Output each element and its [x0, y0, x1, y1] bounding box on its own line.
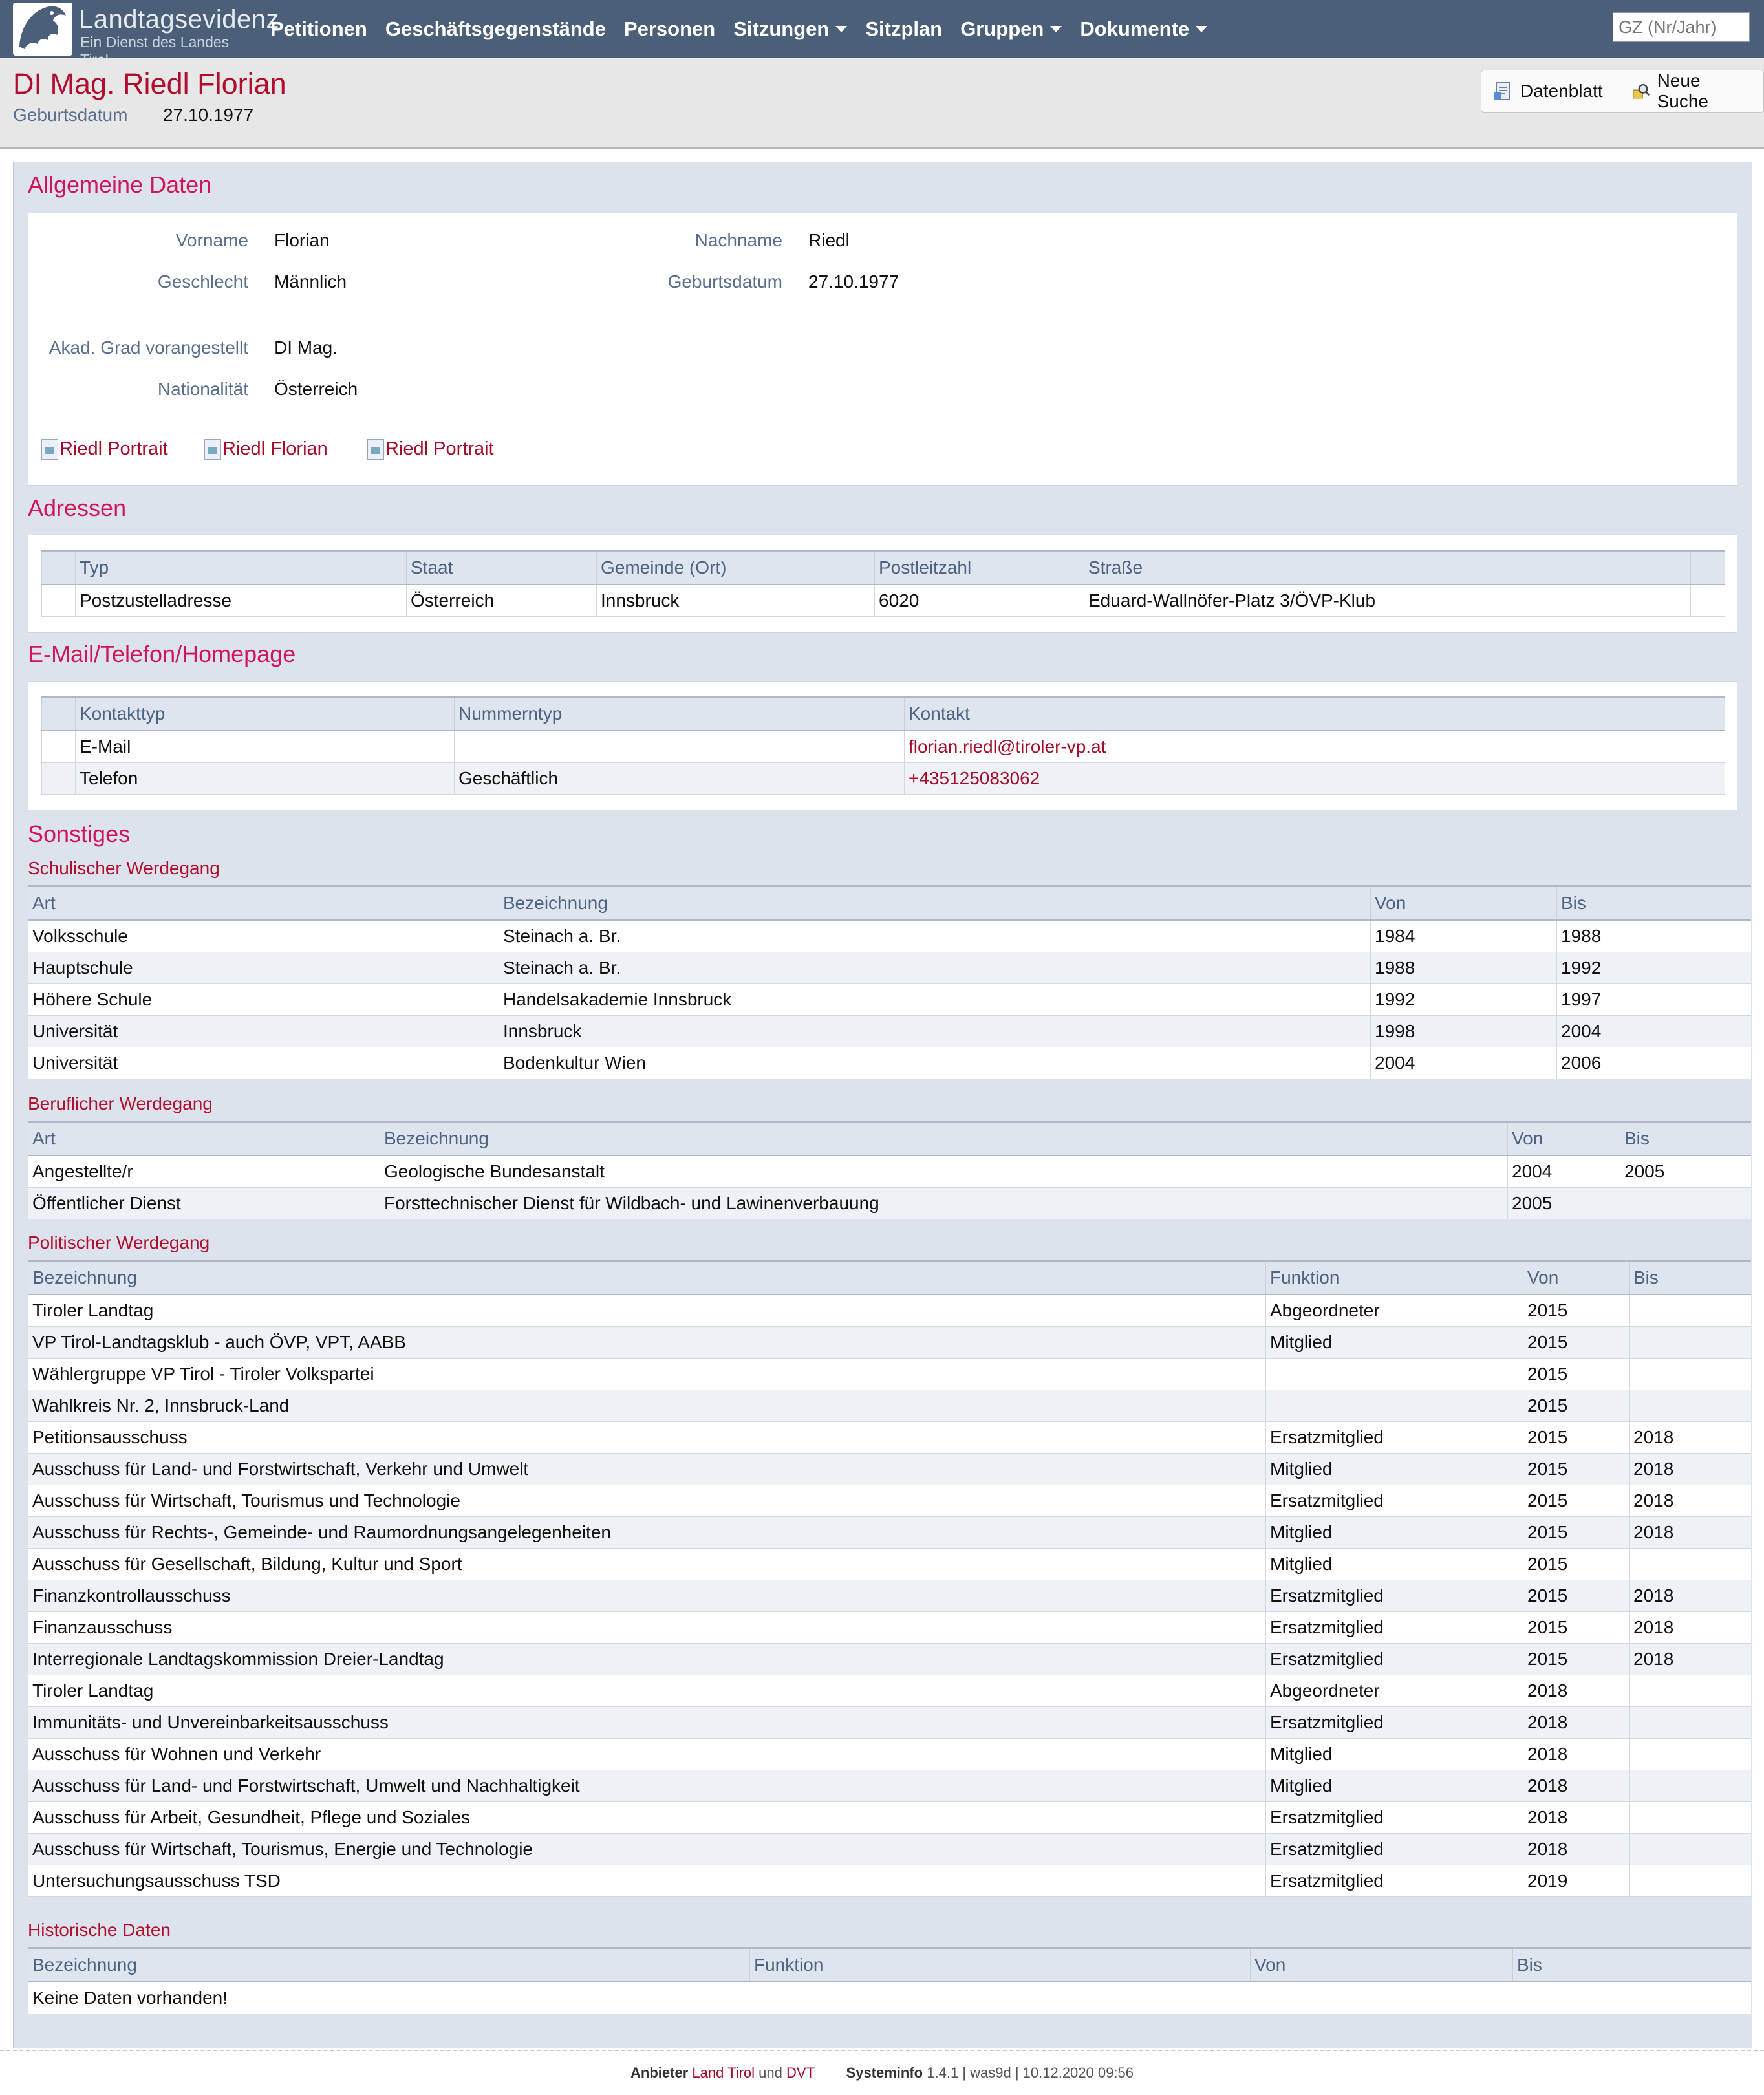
geburtsdatum-label: Geburtsdatum — [667, 272, 782, 292]
footer — [0, 2050, 1764, 2095]
historische-daten-table — [28, 1947, 1751, 2014]
table-cell: 2015 — [1523, 1644, 1630, 1675]
table-row[interactable] — [28, 1390, 1751, 1422]
col-von[interactable]: Von — [1523, 1261, 1630, 1295]
search-icon — [1632, 81, 1650, 102]
portrait-alt-text: Riedl Portrait — [385, 438, 494, 459]
section-title-allgemein: Allgemeine Daten — [28, 171, 212, 198]
table-cell: Ersatzmitglied — [1266, 1580, 1523, 1612]
table-cell: 2015 — [1523, 1612, 1630, 1644]
table-cell: Ausschuss für Land- und Forstwirtschaft, Umwelt und Nachhaltigkeit — [28, 1770, 1266, 1802]
nav-geschaeftsgegenstaende[interactable] — [385, 17, 606, 41]
table-row[interactable] — [28, 1644, 1751, 1675]
table-cell: Tiroler Landtag — [28, 1295, 1266, 1327]
table-row[interactable] — [28, 952, 1751, 984]
col-bezeichnung[interactable]: Bezeichnung — [380, 1122, 1508, 1156]
table-row[interactable] — [28, 1422, 1751, 1454]
broken-image-icon — [204, 439, 221, 460]
section-title-sonstiges: Sonstiges — [28, 821, 131, 847]
birthdate-label: Geburtsdatum — [13, 105, 128, 125]
table-cell: 2015 — [1523, 1295, 1630, 1327]
nav-personen[interactable] — [624, 17, 715, 41]
col-bis[interactable]: Bis — [1630, 1261, 1751, 1295]
gz-search-input[interactable] — [1613, 12, 1750, 42]
broken-image-icon — [41, 439, 58, 460]
portrait-image-3[interactable] — [367, 438, 494, 460]
table-cell: Abgeordneter — [1266, 1295, 1523, 1327]
birthdate-value: 27.10.1977 — [163, 105, 254, 125]
subtitle-beruflich: Beruflicher Werdegang — [28, 1093, 213, 1113]
table-row[interactable] — [28, 1739, 1751, 1770]
geschlecht-value: Männlich — [274, 272, 347, 292]
col-staat[interactable]: Staat — [407, 551, 597, 585]
col-select — [42, 697, 76, 731]
portrait-image-2[interactable] — [204, 438, 328, 460]
col-art[interactable]: Art — [28, 886, 499, 921]
table-row[interactable] — [42, 731, 1725, 763]
table-row[interactable] — [28, 1295, 1751, 1327]
col-von[interactable]: Von — [1508, 1122, 1620, 1156]
table-cell: 2015 — [1523, 1580, 1630, 1612]
akad-grad-label: Akad. Grad vorangestellt — [48, 338, 248, 358]
table-cell: 2018 — [1523, 1707, 1630, 1739]
empty-message: Keine Daten vorhanden! — [28, 1982, 1751, 2014]
table-row[interactable] — [28, 1048, 1751, 1079]
table-cell: Geologische Bundesanstalt — [380, 1155, 1508, 1188]
table-cell: Forsttechnischer Dienst für Wildbach- und Lawinenverbauung — [380, 1188, 1508, 1219]
main-menu — [270, 0, 1225, 58]
col-funktion[interactable]: Funktion — [750, 1948, 1251, 1982]
table-cell: Universität — [28, 1048, 499, 1079]
main-panel — [13, 162, 1752, 2048]
table-cell — [1630, 1327, 1751, 1359]
table-cell: Mitglied — [1266, 1517, 1523, 1549]
table-row[interactable] — [28, 920, 1751, 952]
table-cell: 2015 — [1523, 1454, 1630, 1485]
logo-subtitle: Ein Dienst des Landes — [80, 34, 230, 50]
table-cell — [1630, 1834, 1751, 1865]
allgemein-box — [28, 213, 1737, 486]
akad-grad-value: DI Mag. — [274, 338, 338, 358]
table-cell: Höhere Schule — [28, 984, 499, 1016]
row-select-cell — [42, 763, 76, 795]
col-bezeichnung[interactable]: Bezeichnung — [499, 886, 1371, 921]
table-cell: 2005 — [1620, 1155, 1751, 1188]
phone-link[interactable]: +435125083062 — [909, 768, 1040, 788]
table-cell: Universität — [28, 1016, 499, 1048]
table-row[interactable] — [28, 1612, 1751, 1644]
table-cell: Ersatzmitglied — [1266, 1802, 1523, 1834]
table-cell: 2015 — [1523, 1327, 1630, 1359]
table-cell: 2018 — [1630, 1454, 1751, 1485]
table-row[interactable] — [28, 1359, 1751, 1390]
cell-plz: 6020 — [875, 585, 1084, 617]
col-bezeichnung[interactable]: Bezeichnung — [28, 1261, 1266, 1295]
table-row[interactable] — [28, 1188, 1751, 1219]
document-icon — [1493, 81, 1512, 102]
section-title-adressen: Adressen — [28, 495, 127, 521]
table-row[interactable] — [28, 1016, 1751, 1048]
email-link[interactable]: florian.riedl@tiroler-vp.at — [909, 736, 1106, 757]
table-cell: 1988 — [1371, 952, 1557, 984]
col-von[interactable]: Von — [1371, 886, 1557, 921]
table-row[interactable] — [28, 1517, 1751, 1549]
broken-image-icon — [367, 439, 384, 460]
table-row[interactable] — [42, 585, 1725, 617]
table-cell — [1630, 1549, 1751, 1580]
table-cell — [1630, 1675, 1751, 1707]
table-row[interactable] — [28, 1155, 1751, 1188]
nachname-value: Riedl — [808, 230, 850, 250]
nav-sitzungen-dropdown[interactable] — [733, 17, 847, 41]
col-funktion[interactable]: Funktion — [1266, 1261, 1523, 1295]
table-cell: 2018 — [1523, 1834, 1630, 1865]
cell-gemeinde: Innsbruck — [597, 585, 875, 617]
nav-geschaeftsgegenstaende-label: Geschäftsgegenstände — [385, 17, 606, 40]
table-cell: Mitglied — [1266, 1327, 1523, 1359]
cell-staat: Österreich — [407, 585, 597, 617]
col-extra — [1691, 551, 1725, 585]
section-title-kontakt: E-Mail/Telefon/Homepage — [28, 641, 296, 667]
table-cell — [1630, 1865, 1751, 1897]
table-cell: 2018 — [1630, 1580, 1751, 1612]
systeminfo-value: 1.4.1 | was9d | 10.12.2020 09:56 — [927, 2065, 1134, 2081]
cell-nummerntyp: Geschäftlich — [455, 763, 905, 795]
table-cell: 2015 — [1523, 1390, 1630, 1422]
table-cell — [1630, 1707, 1751, 1739]
table-cell — [1630, 1295, 1751, 1327]
kontakt-table — [41, 696, 1725, 795]
table-cell: Innsbruck — [499, 1016, 1371, 1048]
table-cell: Handelsakademie Innsbruck — [499, 984, 1371, 1016]
nationalitaet-value: Österreich — [274, 379, 358, 399]
subtitle-politisch: Politischer Werdegang — [28, 1232, 210, 1252]
systeminfo-label: Systeminfo — [846, 2065, 923, 2081]
neue-suche-label: Neue Suche — [1657, 70, 1708, 111]
eagle-logo-icon — [12, 1, 74, 57]
datenblatt-label: Datenblatt — [1520, 81, 1603, 101]
table-cell: 2018 — [1523, 1739, 1630, 1770]
politischer-werdegang-table — [28, 1260, 1751, 1897]
empty-row — [28, 1982, 1751, 2014]
col-bis[interactable]: Bis — [1513, 1948, 1751, 1982]
table-row[interactable] — [28, 1485, 1751, 1517]
table-row[interactable] — [28, 1865, 1751, 1897]
table-cell: 2018 — [1630, 1644, 1751, 1675]
table-cell: Mitglied — [1266, 1454, 1523, 1485]
table-cell: Abgeordneter — [1266, 1675, 1523, 1707]
table-cell: 1992 — [1371, 984, 1557, 1016]
portrait-image-1[interactable] — [41, 438, 168, 460]
cell-strasse: Eduard-Wallnöfer-Platz 3/ÖVP-Klub — [1084, 585, 1691, 617]
table-cell: 2004 — [1508, 1155, 1620, 1188]
table-cell: Wahlkreis Nr. 2, Innsbruck-Land — [28, 1390, 1266, 1422]
table-cell — [1620, 1188, 1751, 1219]
table-cell: Petitionsausschuss — [28, 1422, 1266, 1454]
table-cell: Mitglied — [1266, 1770, 1523, 1802]
subtitle-historisch: Historische Daten — [28, 1920, 171, 1940]
table-row[interactable] — [28, 1802, 1751, 1834]
table-cell: 2018 — [1523, 1675, 1630, 1707]
table-cell: 2018 — [1630, 1422, 1751, 1454]
col-von[interactable]: Von — [1251, 1948, 1513, 1982]
logo[interactable] — [12, 1, 279, 57]
col-bis[interactable]: Bis — [1620, 1122, 1751, 1156]
cell-kontakt — [905, 731, 1725, 763]
table-cell: 2004 — [1557, 1016, 1751, 1048]
vorname-label: Vorname — [175, 230, 248, 250]
person-header — [0, 58, 1764, 149]
table-header-row — [28, 1261, 1751, 1295]
col-select — [42, 551, 76, 585]
cell-typ: Postzustelladresse — [76, 585, 407, 617]
table-cell: Mitglied — [1266, 1549, 1523, 1580]
nachname-label: Nachname — [694, 230, 782, 250]
nav-gruppen-dropdown[interactable] — [960, 17, 1062, 41]
caret-down-icon — [835, 26, 847, 32]
table-cell: 1997 — [1557, 984, 1751, 1016]
table-cell — [1630, 1739, 1751, 1770]
table-cell: Volksschule — [28, 920, 499, 952]
table-cell: Mitglied — [1266, 1739, 1523, 1770]
table-header-row — [42, 697, 1725, 731]
table-cell: 2004 — [1371, 1048, 1557, 1079]
col-gemeinde[interactable]: Gemeinde (Ort) — [597, 551, 875, 585]
cell-nummerntyp — [455, 731, 905, 763]
table-cell: 1998 — [1371, 1016, 1557, 1048]
dvt-link[interactable]: DVT — [786, 2065, 815, 2081]
col-strasse[interactable]: Straße — [1084, 551, 1691, 585]
adressen-box — [28, 535, 1737, 633]
table-cell: 2015 — [1523, 1359, 1630, 1390]
table-cell: 2018 — [1523, 1770, 1630, 1802]
table-cell: Steinach a. Br. — [499, 920, 1371, 952]
table-cell: 1992 — [1557, 952, 1751, 984]
table-cell — [1630, 1359, 1751, 1390]
geburtsdatum-value: 27.10.1977 — [808, 272, 899, 292]
nationalitaet-label: Nationalität — [157, 379, 248, 399]
table-cell: 1988 — [1557, 920, 1751, 952]
col-bezeichnung[interactable]: Bezeichnung — [28, 1948, 750, 1982]
table-cell: Hauptschule — [28, 952, 499, 984]
col-kontakttyp[interactable]: Kontakttyp — [76, 697, 455, 731]
cell-kontakttyp: E-Mail — [76, 731, 455, 763]
table-header-row — [28, 1948, 1751, 1982]
portrait-alt-text: Riedl Florian — [222, 438, 328, 459]
table-cell: VP Tirol-Landtagsklub - auch ÖVP, VPT, AABB — [28, 1327, 1266, 1359]
neue-suche-button[interactable] — [1620, 70, 1763, 112]
col-art[interactable]: Art — [28, 1122, 380, 1156]
row-select-cell — [42, 731, 76, 763]
table-cell: Ausschuss für Rechts-, Gemeinde- und Raumordnungsangelegenheiten — [28, 1517, 1266, 1549]
nav-sitzplan[interactable] — [865, 17, 942, 41]
table-row[interactable] — [28, 1770, 1751, 1802]
nav-personen-label: Personen — [623, 17, 716, 40]
table-row[interactable] — [28, 1675, 1751, 1707]
table-cell: Ausschuss für Wirtschaft, Tourismus, Energie und Technologie — [28, 1834, 1266, 1865]
table-cell: 2018 — [1630, 1517, 1751, 1549]
schulischer-werdegang-table — [28, 885, 1751, 1079]
table-cell: 2019 — [1523, 1865, 1630, 1897]
col-typ[interactable]: Typ — [76, 551, 407, 585]
anbieter-label: Anbieter — [630, 2065, 689, 2081]
table-row[interactable] — [28, 1580, 1751, 1612]
table-cell: Bodenkultur Wien — [499, 1048, 1371, 1079]
table-cell: Wählergruppe VP Tirol - Tiroler Volkspartei — [28, 1359, 1266, 1390]
adressen-table — [41, 550, 1725, 617]
land-tirol-link[interactable]: Land Tirol — [692, 2065, 755, 2081]
table-cell — [1266, 1390, 1523, 1422]
row-extra-cell — [1691, 585, 1725, 617]
table-cell: 2018 — [1523, 1802, 1630, 1834]
nav-petitionen[interactable] — [270, 17, 367, 41]
table-header-row — [42, 551, 1725, 585]
table-cell: Ersatzmitglied — [1266, 1485, 1523, 1517]
table-cell: 2018 — [1630, 1612, 1751, 1644]
table-cell: 1984 — [1371, 920, 1557, 952]
caret-down-icon — [1050, 26, 1062, 32]
table-cell: 2015 — [1523, 1485, 1630, 1517]
top-navbar — [0, 0, 1764, 58]
table-cell: Steinach a. Br. — [499, 952, 1371, 984]
subtitle-schulisch: Schulischer Werdegang — [28, 858, 220, 878]
table-cell: Angestellte/r — [28, 1155, 380, 1188]
caret-down-icon — [1196, 26, 1207, 32]
cell-kontakttyp: Telefon — [76, 763, 455, 795]
nav-gruppen-label: Gruppen — [960, 17, 1044, 40]
table-header-row — [28, 1122, 1751, 1156]
table-cell: 2005 — [1508, 1188, 1620, 1219]
col-kontakt[interactable]: Kontakt — [905, 697, 1725, 731]
table-cell: 2006 — [1557, 1048, 1751, 1079]
table-cell: Ausschuss für Gesellschaft, Bildung, Kultur und Sport — [28, 1549, 1266, 1580]
table-row[interactable] — [28, 984, 1751, 1016]
row-select-cell — [42, 585, 76, 617]
und-text: und — [758, 2065, 782, 2081]
table-cell: Ausschuss für Land- und Forstwirtschaft, Verkehr und Umwelt — [28, 1454, 1266, 1485]
nav-sitzplan-label: Sitzplan — [865, 17, 943, 40]
table-cell: 2015 — [1523, 1422, 1630, 1454]
table-row[interactable] — [28, 1549, 1751, 1580]
table-cell: Ausschuss für Wirtschaft, Tourismus und Technologie — [28, 1485, 1266, 1517]
page-title: DI Mag. Riedl Florian — [13, 67, 286, 100]
vorname-value: Florian — [274, 230, 330, 250]
kontakt-box — [28, 681, 1737, 810]
table-cell: Finanzausschuss — [28, 1612, 1266, 1644]
datenblatt-button[interactable] — [1481, 70, 1620, 112]
table-row[interactable] — [42, 763, 1725, 795]
col-bis[interactable]: Bis — [1557, 886, 1751, 921]
nav-sitzungen-label: Sitzungen — [733, 17, 830, 40]
table-cell: Ersatzmitglied — [1266, 1834, 1523, 1865]
table-cell: 2018 — [1630, 1485, 1751, 1517]
table-cell: Ersatzmitglied — [1266, 1422, 1523, 1454]
table-cell: Immunitäts- und Unvereinbarkeitsausschuss — [28, 1707, 1266, 1739]
table-row[interactable] — [28, 1707, 1751, 1739]
table-cell: Ausschuss für Wohnen und Verkehr — [28, 1739, 1266, 1770]
nav-petitionen-label: Petitionen — [270, 17, 367, 40]
table-cell: 2015 — [1523, 1549, 1630, 1580]
table-cell: Ersatzmitglied — [1266, 1707, 1523, 1739]
logo-title: Landtagsevidenz — [79, 5, 279, 34]
table-header-row — [28, 886, 1751, 921]
table-cell: 2015 — [1523, 1517, 1630, 1549]
table-cell: Finanzkontrollausschuss — [28, 1580, 1266, 1612]
table-cell: Tiroler Landtag — [28, 1675, 1266, 1707]
nav-dokumente-dropdown[interactable] — [1080, 17, 1207, 41]
table-cell: Interregionale Landtagskommission Dreier-Landtag — [28, 1644, 1266, 1675]
table-cell: Ersatzmitglied — [1266, 1612, 1523, 1644]
portrait-alt-text: Riedl Portrait — [59, 438, 168, 459]
beruflicher-werdegang-table — [28, 1121, 1751, 1219]
geschlecht-label: Geschlecht — [157, 272, 248, 292]
header-button-group — [1481, 70, 1764, 113]
table-cell — [1630, 1770, 1751, 1802]
table-cell: Ersatzmitglied — [1266, 1644, 1523, 1675]
nav-dokumente-label: Dokumente — [1080, 17, 1190, 40]
col-nummerntyp[interactable]: Nummerntyp — [455, 697, 905, 731]
table-cell — [1630, 1390, 1751, 1422]
table-cell: Ausschuss für Arbeit, Gesundheit, Pflege und Soziales — [28, 1802, 1266, 1834]
table-cell — [1266, 1359, 1523, 1390]
table-cell: Öffentlicher Dienst — [28, 1188, 380, 1219]
table-row[interactable] — [28, 1834, 1751, 1865]
table-cell: Ersatzmitglied — [1266, 1865, 1523, 1897]
col-postleitzahl[interactable]: Postleitzahl — [875, 551, 1084, 585]
table-cell: Untersuchungsausschuss TSD — [28, 1865, 1266, 1897]
cell-kontakt — [905, 763, 1725, 795]
table-row[interactable] — [28, 1327, 1751, 1359]
table-row[interactable] — [28, 1454, 1751, 1485]
table-cell — [1630, 1802, 1751, 1834]
